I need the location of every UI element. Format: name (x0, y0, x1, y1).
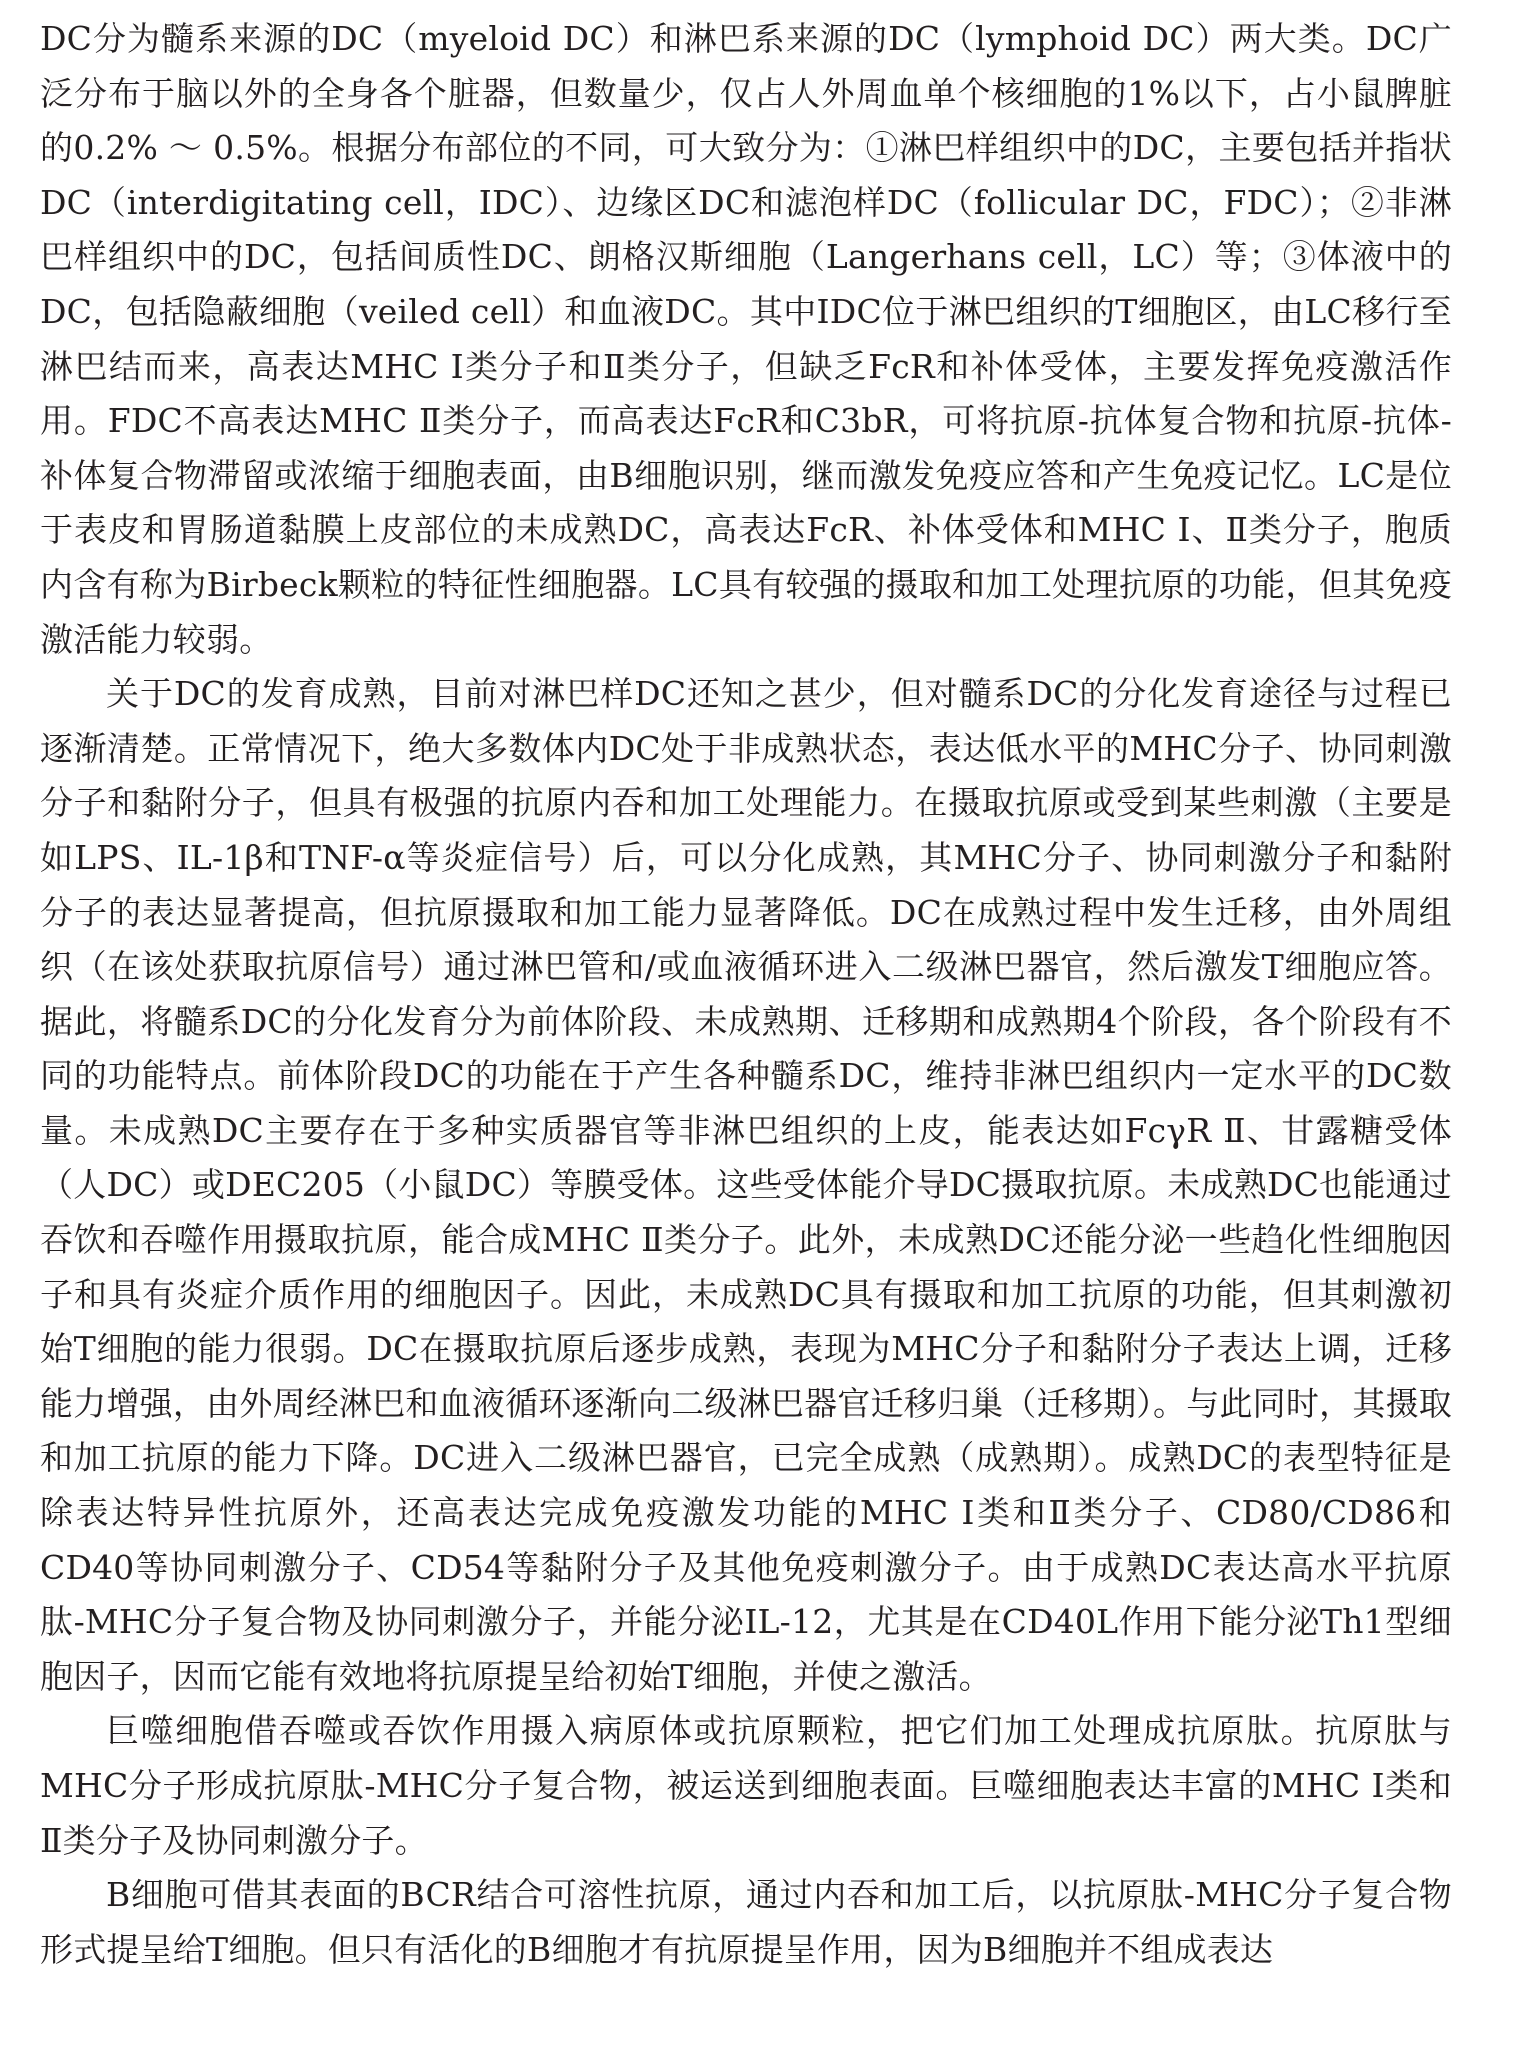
paragraph-dc-maturation: 关于DC的发育成熟，目前对淋巴样DC还知之甚少，但对髓系DC的分化发育途径与过程已逐渐清楚。正常情况下，绝大多数体内DC处于非成熟状态，表达低水平的MHC分子、协同刺激分子和黏附分子，但具有极强的抗原内吞和加工处理能力。在摄取抗原或受到某些刺激（主要是如LPS、IL-1β和TNF-α等炎症信号）后，可以分化成熟，其MHC分子、协同刺激分子和黏附分子的表达显著提高，但抗原摄取和加工能力显著降低。DC在成熟过程中发生迁移，由外周组织（在该处获取抗原信号）通过淋巴管和/或血液循环进入二级淋巴器官，然后激发T细胞应答。据此，将髓系DC的分化发育分为前体阶段、未成熟期、迁移期和成熟期4个阶段，各个阶段有不同的功能特点。前体阶段DC的功能在于产生各种髓系DC，维持非淋巴组织内一定水平的DC数量。未成熟DC主要存在于多种实质器官等非淋巴组织的上皮，能表达如FcγR Ⅱ、甘露糖受体（人DC）或DEC205（小鼠DC）等膜受体。这些受体能介导DC摄取抗原。未成熟DC也能通过吞饮和吞噬作用摄取抗原，能合成MHC Ⅱ类分子。此外，未成熟DC还能分泌一些趋化性细胞因子和具有炎症介质作用的细胞因子。因此，未成熟DC具有摄取和加工抗原的功能，但其刺激初始T细胞的能力很弱。DC在摄取抗原后逐步成熟，表现为MHC分子和黏附分子表达上调，迁移能力增强，由外周经淋巴和血液循环逐渐向二级淋巴器官迁移归巢（迁移期）。与此同时，其摄取和加工抗原的能力下降。DC进入二级淋巴器官，已完全成熟（成熟期）。成熟DC的表型特征是除表达特异性抗原外，还高表达完成免疫激发功能的MHC Ⅰ类和Ⅱ类分子、CD80/CD86和CD40等协同刺激分子、CD54等黏附分子及其他免疫刺激分子。由于成熟DC表达高水平抗原肽-MHC分子复合物及协同刺激分子，并能分泌IL-12，尤其是在CD40L作用下能分泌Th1型细胞因子，因而它能有效地将抗原提呈给初始T细胞，并使之激活。 (40, 674, 1452, 1696)
document-page (40, 12, 1452, 1977)
paragraph-dc-classification: DC分为髓系来源的DC（myeloid DC）和淋巴系来源的DC（lymphoid DC）两大类。DC广泛分布于脑以外的全身各个脏器，但数量少，仅占人外周血单个核细胞的1%以下，占小鼠脾脏的0.2% ～ 0.5%。根据分布部位的不同，可大致分为：①淋巴样组织中的DC，主要包括并指状DC（interdigitating cell，IDC）、边缘区DC和滤泡样DC（follicular DC，FDC）；②非淋巴样组织中的DC，包括间质性DC、朗格汉斯细胞（Langerhans cell，LC）等；③体液中的DC，包括隐蔽细胞（veiled cell）和血液DC。其中IDC位于淋巴组织的T细胞区，由LC移行至淋巴结而来，高表达MHC Ⅰ类分子和Ⅱ类分子，但缺乏FcR和补体受体，主要发挥免疫激活作用。FDC不高表达MHC Ⅱ类分子，而高表达FcR和C3bR，可将抗原-抗体复合物和抗原-抗体-补体复合物滞留或浓缩于细胞表面，由B细胞识别，继而激发免疫应答和产生免疫记忆。LC是位于表皮和胃肠道黏膜上皮部位的未成熟DC，高表达FcR、补体受体和MHC Ⅰ、Ⅱ类分子，胞质内含有称为Birbeck颗粒的特征性细胞器。LC具有较强的摄取和加工处理抗原的功能，但其免疫激活能力较弱。 (40, 19, 1452, 659)
paragraph-macrophage: 巨噬细胞借吞噬或吞饮作用摄入病原体或抗原颗粒，把它们加工处理成抗原肽。抗原肽与MHC分子形成抗原肽-MHC分子复合物，被运送到细胞表面。巨噬细胞表达丰富的MHC Ⅰ类和Ⅱ类分子及协同刺激分子。 (40, 1711, 1452, 1860)
paragraph-b-cell: B细胞可借其表面的BCR结合可溶性抗原，通过内吞和加工后，以抗原肽-MHC分子复合物形式提呈给T细胞。但只有活化的B细胞才有抗原提呈作用，因为B细胞并不组成表达 (40, 1875, 1452, 1969)
